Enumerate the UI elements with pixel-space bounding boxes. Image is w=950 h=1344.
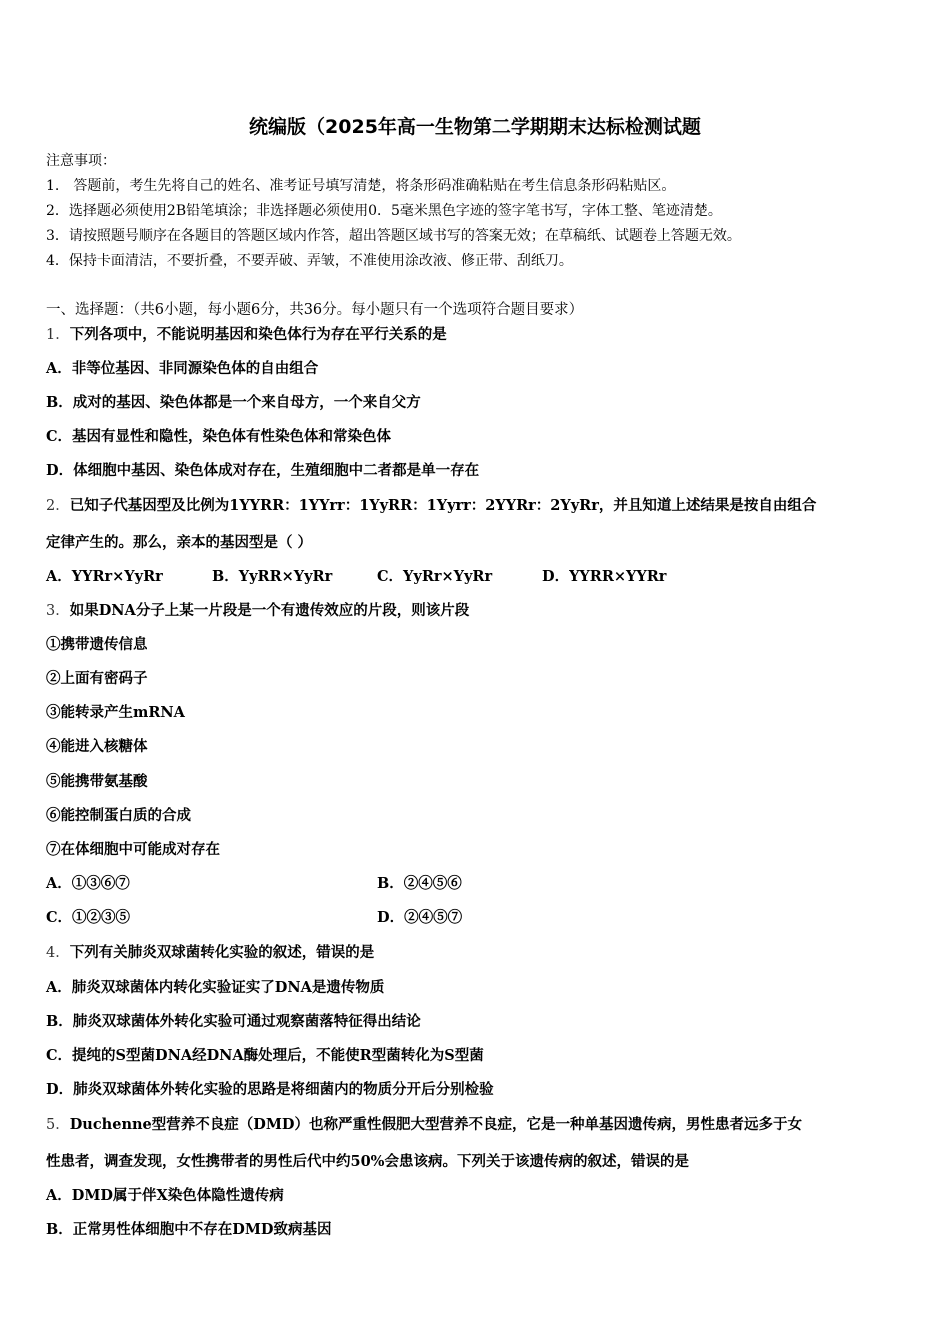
question-1-option-c: C．基因有显性和隐性，染色体有性染色体和常染色体 [46, 428, 392, 445]
question-4-option-c: C．提纯的S型菌DNA经DNA酶处理后，不能使R型菌转化为S型菌 [46, 1047, 484, 1064]
question-3-item: ②上面有密码子 [46, 670, 148, 687]
question-number: 5． [46, 1117, 70, 1133]
question-3-item: ⑥能控制蛋白质的合成 [46, 807, 191, 824]
question-text: 如果DNA分子上某一片段是一个有遗传效应的片段，则该片段 [69, 602, 470, 619]
question-1-option-d: D．体细胞中基因、染色体成对存在，生殖细胞中二者都是单一存在 [46, 462, 480, 479]
question-3-item: ①携带遗传信息 [46, 636, 148, 653]
question-3-option-d: D．②④⑤⑦ [377, 909, 463, 926]
question-5-option-b: B．正常男性体细胞中不存在DMD致病基因 [46, 1221, 332, 1238]
question-3-item: ④能进入核糖体 [46, 738, 148, 755]
notice-item: 4．保持卡面清洁，不要折叠，不要弄破、弄皱，不准使用涂改液、修正带、刮纸刀。 [46, 253, 573, 269]
question-4-option-a: A．肺炎双球菌体内转化实验证实了DNA是遗传物质 [46, 979, 385, 996]
question-text: Duchenne型营养不良症（DMD）也称严重性假肥大型营养不良症，它是一种单基因遗传病，男性患者远多于女 [69, 1116, 802, 1133]
question-3-item: ⑤能携带氨基酸 [46, 773, 148, 790]
question-text: 下列各项中，不能说明基因和染色体行为存在平行关系的是 [69, 326, 447, 343]
question-2-option-b: B．YyRR×YyRr [212, 568, 333, 585]
question-text: 已知子代基因型及比例为1YYRR：1YYrr：1YyRR：1Yyrr：2YYRr：2YyRr，并且知道上述结果是按自由组合 [69, 497, 817, 514]
question-4-stem [46, 943, 374, 963]
question-text: 下列有关肺炎双球菌转化实验的叙述，错误的是 [69, 944, 375, 961]
question-1-option-a: A．非等位基因、非同源染色体的自由组合 [46, 360, 319, 377]
question-4-option-b: B．肺炎双球菌体外转化实验可通过观察菌落特征得出结论 [46, 1013, 421, 1030]
notice-item: 2．选择题必须使用2B铅笔填涂；非选择题必须使用0．5毫米黑色字迹的签字笔书写，字体工整、笔迹清楚。 [46, 203, 722, 219]
question-5-stem-cont: 性患者，调查发现，女性携带者的男性后代中约50%会患该病。下列关于该遗传病的叙述，错误的是 [46, 1153, 689, 1170]
notice-item: 3．请按照题号顺序在各题目的答题区域内作答，超出答题区域书写的答案无效；在草稿纸、试题卷上答题无效。 [46, 228, 741, 244]
question-2-option-d: D．YYRR×YYRr [542, 568, 667, 585]
question-2-stem [46, 496, 816, 516]
page-title: 统编版（2025年高一生物第二学期期末达标检测试题 [249, 116, 701, 138]
question-3-stem [46, 601, 469, 621]
question-3-option-a: A．①③⑥⑦ [46, 875, 130, 892]
question-5-stem [46, 1115, 802, 1135]
question-5-option-a: A．DMD属于伴X染色体隐性遗传病 [46, 1187, 284, 1204]
notice-item: 1. 答题前，考生先将自己的姓名、准考证号填写清楚，将条形码准确粘贴在考生信息条形码粘贴区。 [46, 178, 676, 194]
question-1-option-b: B．成对的基因、染色体都是一个来自母方，一个来自父方 [46, 394, 421, 411]
question-2-option-a: A．YYRr×YyRr [46, 568, 163, 585]
question-1-stem [46, 325, 447, 345]
question-number: 1． [46, 327, 70, 343]
section-heading: 一、选择题：（共6小题，每小题6分，共36分。每小题只有一个选项符合题目要求） [46, 302, 584, 318]
question-number: 2． [46, 498, 70, 514]
question-number: 4． [46, 945, 70, 961]
notice-heading: 注意事项： [46, 153, 116, 169]
question-number: 3． [46, 603, 70, 619]
question-3-item: ③能转录产生mRNA [46, 704, 185, 721]
question-4-option-d: D．肺炎双球菌体外转化实验的思路是将细菌内的物质分开后分别检验 [46, 1081, 494, 1098]
question-3-option-b: B．②④⑤⑥ [377, 875, 462, 892]
question-3-item: ⑦在体细胞中可能成对存在 [46, 841, 220, 858]
question-3-option-c: C．①②③⑤ [46, 909, 131, 926]
question-2-option-c: C．YyRr×YyRr [377, 568, 493, 585]
question-2-stem-cont: 定律产生的。那么，亲本的基因型是（ ） [46, 534, 313, 551]
